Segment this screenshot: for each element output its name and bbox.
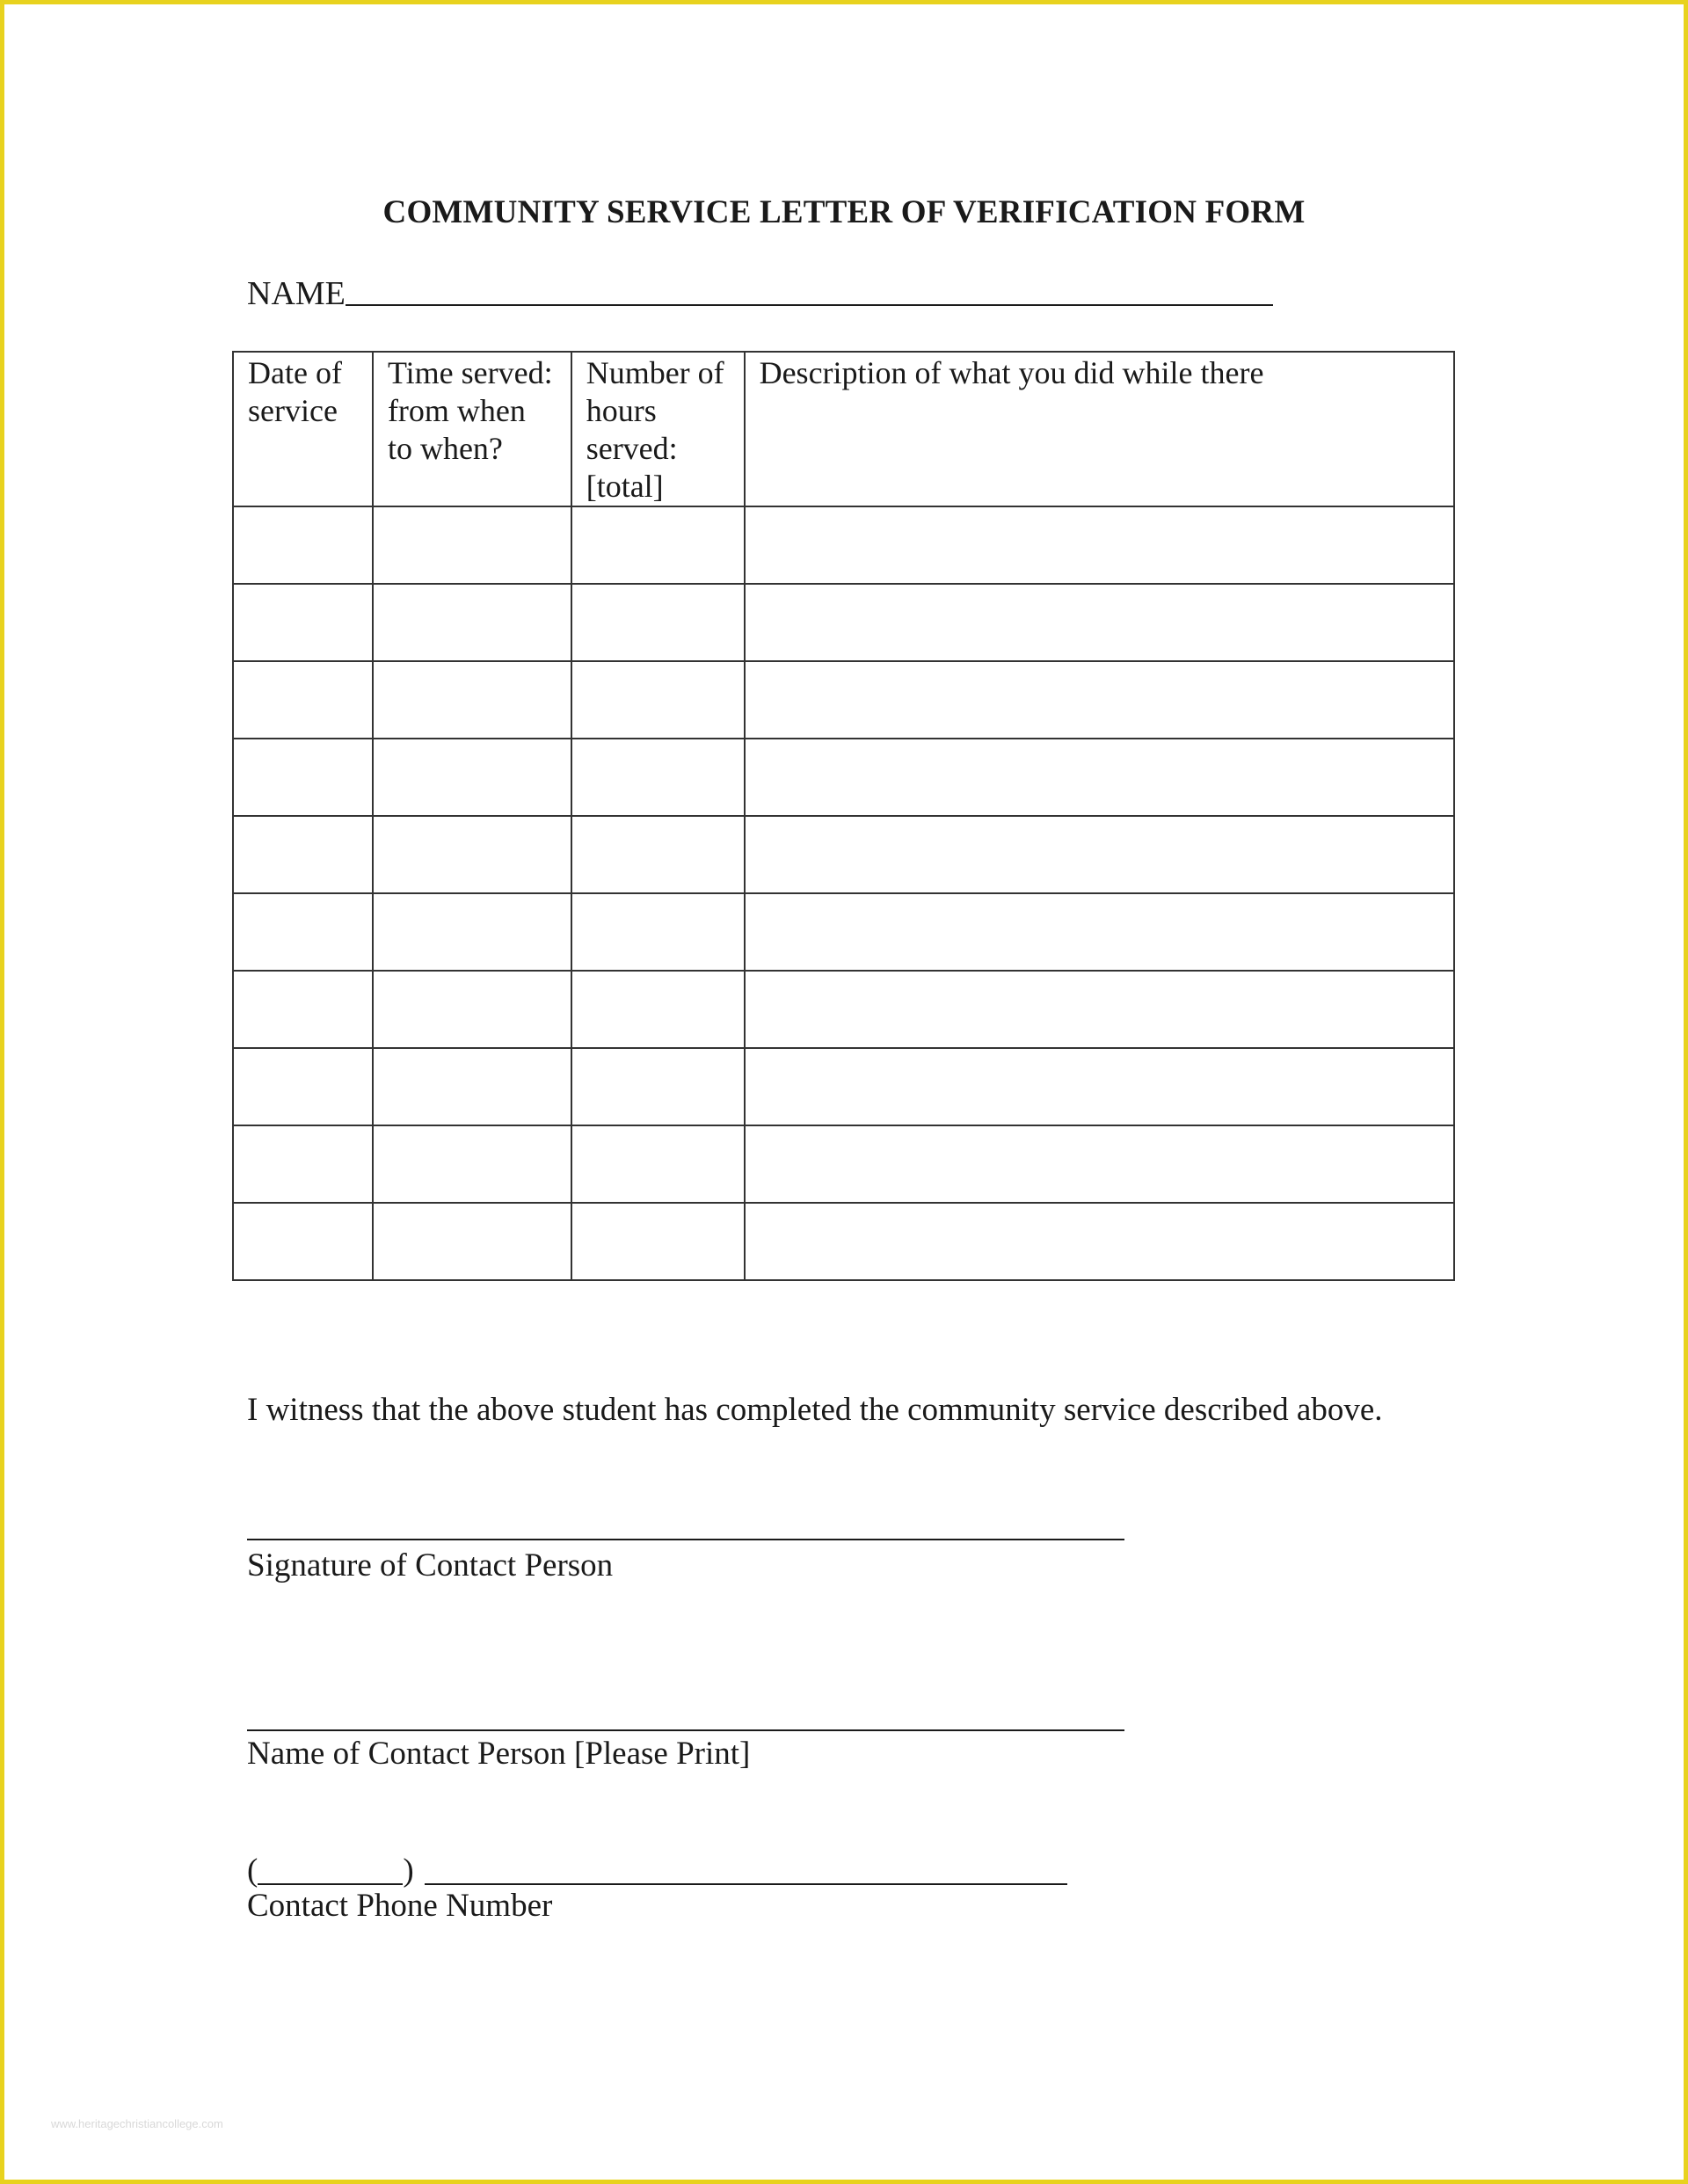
table-row [233,584,1454,661]
cell-time[interactable] [373,584,571,661]
cell-hours[interactable] [571,816,745,893]
cell-description[interactable] [745,1048,1454,1125]
cell-time[interactable] [373,893,571,971]
cell-date[interactable] [233,584,373,661]
header-time-served: Time served: from when to when? [373,352,571,506]
area-code-close-paren: ) [403,1853,414,1889]
cell-hours[interactable] [571,1125,745,1203]
cell-date[interactable] [233,506,373,584]
cell-hours[interactable] [571,1203,745,1280]
cell-hours[interactable] [571,506,745,584]
signature-field[interactable] [247,1539,1124,1540]
table-row [233,1125,1454,1203]
phone-label: Contact Phone Number [247,1888,553,1924]
cell-time[interactable] [373,1203,571,1280]
cell-description[interactable] [745,816,1454,893]
cell-date[interactable] [233,1048,373,1125]
cell-date[interactable] [233,971,373,1048]
header-hours-served: Number of hours served: [total] [571,352,745,506]
cell-date[interactable] [233,1125,373,1203]
cell-hours[interactable] [571,971,745,1048]
table-row [233,1048,1454,1125]
cell-hours[interactable] [571,893,745,971]
table-row [233,506,1454,584]
area-code-open-paren: ( [247,1853,258,1889]
cell-time[interactable] [373,739,571,816]
cell-time[interactable] [373,1048,571,1125]
cell-hours[interactable] [571,739,745,816]
cell-description[interactable] [745,739,1454,816]
contact-name-field[interactable] [247,1729,1124,1731]
contact-name-label: Name of Contact Person [Please Print] [247,1736,751,1772]
cell-description[interactable] [745,1203,1454,1280]
name-label: NAME [247,275,346,312]
name-row [247,273,1273,315]
header-description: Description of what you did while there [745,352,1454,506]
witness-statement: I witness that the above student has completed the community service described above. [247,1392,1383,1428]
cell-time[interactable] [373,816,571,893]
table-row [233,816,1454,893]
table-row [233,661,1454,739]
service-log-table [232,351,1455,1281]
name-field[interactable] [346,303,1273,306]
table-body [233,506,1454,1280]
watermark-text: www.heritagechristiancollege.com [51,2117,223,2130]
cell-time[interactable] [373,506,571,584]
cell-hours[interactable] [571,584,745,661]
cell-description[interactable] [745,584,1454,661]
cell-description[interactable] [745,971,1454,1048]
form-title: COMMUNITY SERVICE LETTER OF VERIFICATION FORM [382,194,1306,230]
cell-time[interactable] [373,1125,571,1203]
cell-hours[interactable] [571,1048,745,1125]
cell-time[interactable] [373,971,571,1048]
cell-date[interactable] [233,893,373,971]
cell-time[interactable] [373,661,571,739]
table-row [233,893,1454,971]
cell-date[interactable] [233,661,373,739]
cell-description[interactable] [745,661,1454,739]
cell-hours[interactable] [571,661,745,739]
table-row [233,739,1454,816]
cell-date[interactable] [233,739,373,816]
cell-description[interactable] [745,1125,1454,1203]
table-row [233,971,1454,1048]
cell-date[interactable] [233,1203,373,1280]
signature-label: Signature of Contact Person [247,1547,614,1583]
header-date-of-service: Date of service [233,352,373,506]
table-header-row [233,352,1454,506]
cell-description[interactable] [745,893,1454,971]
cell-description[interactable] [745,506,1454,584]
cell-date[interactable] [233,816,373,893]
table-row [233,1203,1454,1280]
